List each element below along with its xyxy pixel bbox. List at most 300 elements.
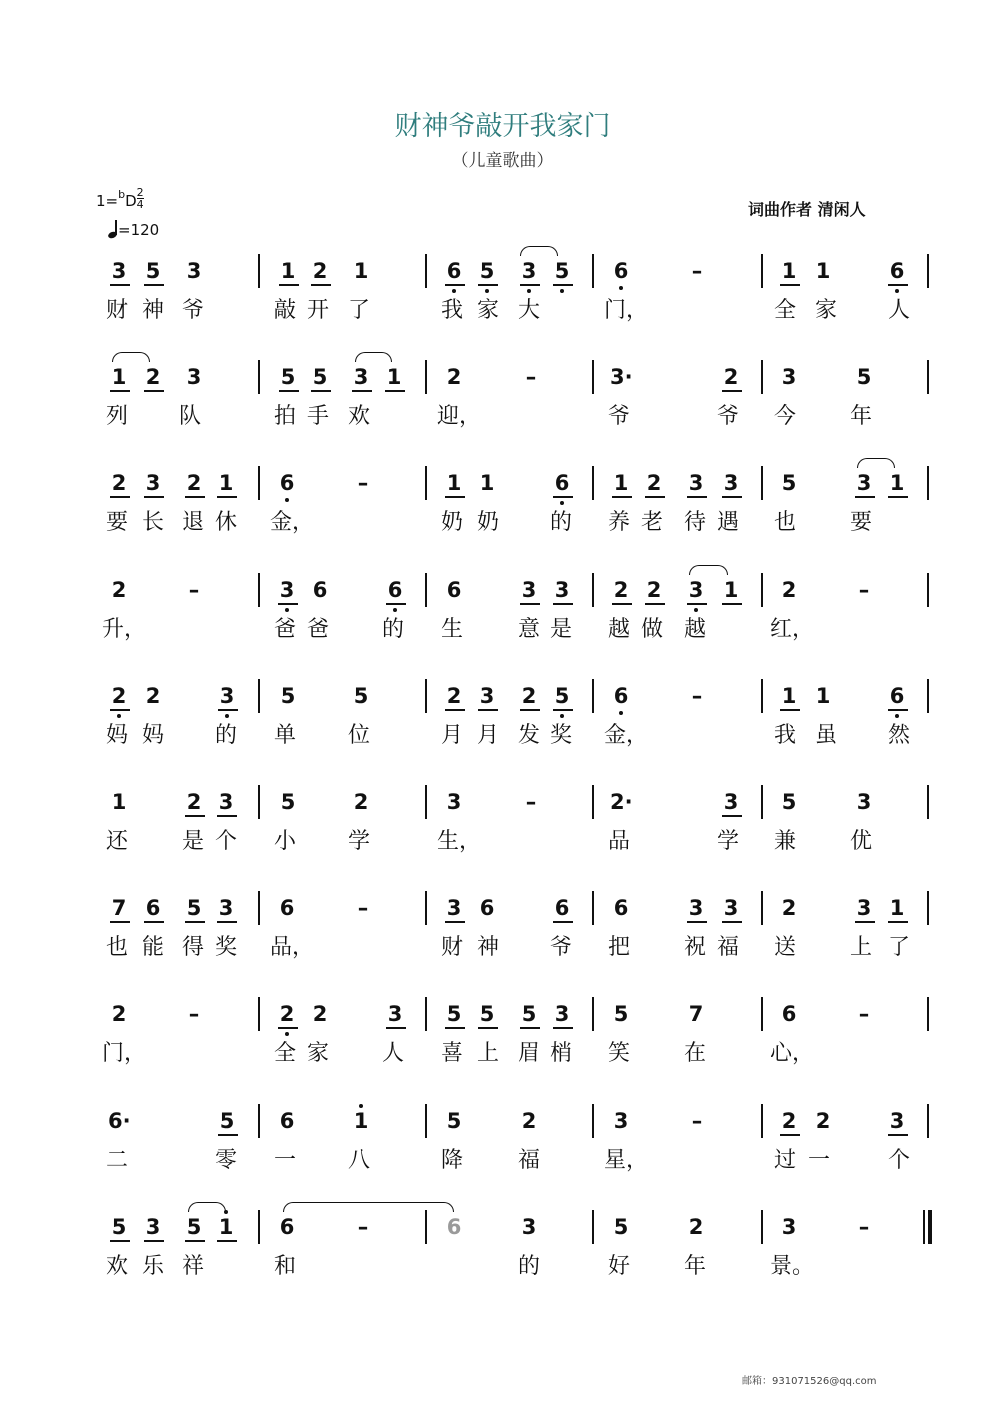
note: 2 bbox=[186, 790, 202, 814]
underline bbox=[144, 1240, 164, 1242]
lyric: 越 bbox=[683, 616, 706, 642]
lyric: 也 bbox=[105, 935, 128, 961]
note: – bbox=[858, 1002, 870, 1027]
note: 6 bbox=[279, 471, 295, 496]
lyric: 虽 bbox=[814, 722, 837, 748]
note: 5 bbox=[111, 1214, 127, 1239]
note: 3 bbox=[781, 365, 797, 390]
underline bbox=[185, 921, 205, 923]
underline bbox=[553, 603, 573, 605]
barline bbox=[425, 1104, 427, 1138]
underline bbox=[185, 815, 205, 817]
tie-slur bbox=[355, 352, 392, 362]
note: 1 bbox=[353, 259, 369, 283]
note: 2 bbox=[781, 577, 797, 602]
note: 3 bbox=[688, 896, 704, 921]
tempo-value: =120 bbox=[118, 221, 160, 239]
low-octave-dot bbox=[619, 711, 623, 715]
underline bbox=[553, 1027, 573, 1029]
barline bbox=[258, 254, 260, 288]
lyric: 兼 bbox=[773, 829, 796, 854]
low-octave-dot bbox=[452, 289, 456, 293]
underline bbox=[144, 284, 164, 286]
barline bbox=[761, 1104, 763, 1138]
lyric: 梢 bbox=[549, 1041, 572, 1067]
time-signature bbox=[137, 187, 144, 210]
underline bbox=[217, 496, 237, 498]
note: 3 bbox=[111, 259, 127, 283]
lyric: 的 bbox=[214, 722, 237, 748]
note: 3 bbox=[186, 259, 202, 283]
lyric: 金， bbox=[604, 722, 649, 748]
note: 6 bbox=[613, 683, 629, 708]
underline bbox=[687, 603, 707, 605]
note: 3 bbox=[688, 577, 704, 602]
note: 3 bbox=[446, 790, 462, 814]
lyric: 把 bbox=[607, 935, 630, 961]
lyric: 爸 bbox=[273, 616, 296, 642]
note: 3 bbox=[521, 577, 537, 602]
lyric: 生 bbox=[440, 616, 463, 642]
barline bbox=[592, 785, 594, 819]
note: – bbox=[525, 365, 537, 390]
note: 5 bbox=[554, 259, 570, 283]
underline bbox=[217, 1240, 237, 1242]
lyric: 单 bbox=[273, 722, 296, 748]
note: 3 bbox=[723, 790, 739, 814]
low-octave-dot bbox=[895, 714, 899, 718]
note: – bbox=[357, 471, 369, 496]
lyric: 意 bbox=[517, 616, 540, 642]
underline bbox=[110, 709, 130, 711]
tie-slur bbox=[283, 1202, 454, 1212]
underline bbox=[645, 496, 665, 498]
lyric: 奖 bbox=[549, 722, 572, 748]
low-octave-dot bbox=[285, 1032, 289, 1036]
low-octave-dot bbox=[619, 286, 623, 290]
note: 5 bbox=[446, 1108, 462, 1133]
underline bbox=[855, 496, 875, 498]
underline bbox=[110, 921, 130, 923]
lyric: 是 bbox=[549, 616, 572, 642]
lyric: 学 bbox=[716, 829, 739, 854]
barline bbox=[258, 1210, 260, 1244]
lyric: 敲 bbox=[273, 298, 296, 323]
underline bbox=[217, 815, 237, 817]
note: 2 bbox=[111, 683, 127, 708]
note: 2 bbox=[815, 1108, 831, 1133]
lyric: 眉 bbox=[517, 1041, 540, 1067]
underline bbox=[279, 390, 299, 392]
note: 2· bbox=[610, 790, 633, 814]
underline bbox=[888, 709, 908, 711]
footer-email: 邮箱：931071526@qq.com bbox=[742, 1376, 877, 1387]
tempo-marking bbox=[108, 220, 159, 239]
note: 3 bbox=[856, 790, 872, 814]
lyric: 景。 bbox=[770, 1253, 815, 1279]
note: 1 bbox=[781, 683, 797, 708]
barline bbox=[425, 360, 427, 394]
barline bbox=[258, 679, 260, 713]
lyric: 星， bbox=[604, 1147, 649, 1173]
underline bbox=[722, 390, 742, 392]
barline bbox=[761, 891, 763, 925]
note: – bbox=[525, 790, 537, 814]
quarter-note-icon bbox=[108, 220, 118, 238]
note: 6 bbox=[446, 259, 462, 283]
song-subtitle: （儿童歌曲） bbox=[451, 151, 554, 171]
lyric: 神 bbox=[141, 298, 164, 323]
note: 5 bbox=[280, 790, 296, 814]
note: 3 bbox=[889, 1108, 905, 1133]
barline bbox=[927, 891, 929, 925]
lyric: 神 bbox=[476, 935, 499, 961]
lyric: 祝 bbox=[683, 935, 706, 961]
note: 5 bbox=[554, 683, 570, 708]
note: 6 bbox=[279, 1214, 295, 1239]
lyric: 奖 bbox=[214, 935, 237, 961]
note: 3 bbox=[387, 1002, 403, 1027]
note: 3 bbox=[279, 577, 295, 602]
underline bbox=[855, 921, 875, 923]
tie-slur bbox=[857, 458, 895, 468]
underline bbox=[185, 1240, 205, 1242]
note: 3 bbox=[218, 896, 234, 921]
underline bbox=[279, 284, 299, 286]
low-octave-dot bbox=[895, 289, 899, 293]
note: 2 bbox=[781, 896, 797, 921]
lyric: 奶 bbox=[476, 510, 499, 536]
lyric: 品 bbox=[607, 829, 630, 854]
note: 5 bbox=[479, 1002, 495, 1027]
note: 5 bbox=[781, 790, 797, 814]
underline bbox=[218, 1134, 238, 1136]
lyric: 上 bbox=[476, 1041, 499, 1067]
underline bbox=[612, 603, 632, 605]
note: 6 bbox=[279, 1108, 295, 1133]
lyric: 品， bbox=[270, 935, 315, 961]
note: 2 bbox=[312, 1002, 328, 1027]
barline bbox=[592, 254, 594, 288]
note: 6 bbox=[479, 896, 495, 921]
note: 5 bbox=[186, 896, 202, 921]
note: 3 bbox=[521, 1214, 537, 1239]
lyric: 升， bbox=[102, 616, 147, 642]
underline bbox=[144, 390, 164, 392]
underline bbox=[386, 603, 406, 605]
note: 1 bbox=[353, 1108, 369, 1133]
lyric: 妈 bbox=[141, 722, 164, 748]
note: 3 bbox=[521, 259, 537, 283]
note: 2 bbox=[613, 577, 629, 602]
note: 1 bbox=[889, 471, 905, 496]
note: 1 bbox=[280, 259, 296, 283]
note: 5 bbox=[856, 365, 872, 390]
underline bbox=[687, 496, 707, 498]
underline bbox=[385, 390, 405, 392]
underline bbox=[520, 284, 540, 286]
note: 1 bbox=[111, 365, 127, 390]
lyric: 队 bbox=[178, 404, 201, 430]
note: 3 bbox=[186, 365, 202, 390]
note: 2 bbox=[446, 365, 462, 390]
lyric: 爷 bbox=[181, 298, 204, 323]
barline bbox=[761, 997, 763, 1031]
underline bbox=[110, 390, 130, 392]
note: 3 bbox=[554, 577, 570, 602]
key-signature bbox=[96, 186, 144, 213]
lyric: 爷 bbox=[716, 404, 739, 430]
underline bbox=[888, 1134, 908, 1136]
lyric: 休 bbox=[214, 510, 237, 536]
lyric: 心， bbox=[770, 1041, 815, 1067]
barline bbox=[927, 254, 929, 288]
note: 2 bbox=[781, 1108, 797, 1133]
note: 2 bbox=[186, 471, 202, 496]
barline bbox=[258, 1104, 260, 1138]
lyric: 全 bbox=[773, 298, 796, 323]
note: 5 bbox=[280, 365, 296, 390]
lyric: 家 bbox=[476, 298, 499, 323]
note: 6 bbox=[279, 896, 295, 921]
lyric: 家 bbox=[814, 298, 837, 323]
barline bbox=[425, 254, 427, 288]
lyric: 我 bbox=[773, 722, 796, 748]
note: 5 bbox=[353, 683, 369, 708]
underline bbox=[445, 284, 465, 286]
underline bbox=[520, 709, 540, 711]
lyric: 过 bbox=[773, 1147, 796, 1173]
note: 1 bbox=[889, 896, 905, 921]
barline bbox=[425, 1210, 427, 1244]
underline bbox=[888, 284, 908, 286]
note: 3 bbox=[353, 365, 369, 390]
final-barline-thick bbox=[928, 1210, 932, 1244]
note: 3· bbox=[610, 365, 633, 390]
lyric: 要 bbox=[849, 510, 872, 536]
note: 3 bbox=[856, 471, 872, 496]
lyric: 然 bbox=[887, 722, 910, 748]
underline bbox=[722, 603, 742, 605]
note: 6 bbox=[554, 896, 570, 921]
barline bbox=[761, 785, 763, 819]
underline bbox=[888, 496, 908, 498]
note: 5 bbox=[613, 1002, 629, 1027]
lyric: 也 bbox=[773, 510, 796, 536]
lyric: 上 bbox=[849, 935, 872, 961]
lyric: 能 bbox=[141, 935, 164, 961]
note: 6 bbox=[889, 683, 905, 708]
note: 6 bbox=[889, 259, 905, 283]
barline bbox=[927, 785, 929, 819]
barline bbox=[761, 254, 763, 288]
underline bbox=[478, 1027, 498, 1029]
lyric: 拍 bbox=[273, 404, 296, 430]
lyric: 送 bbox=[773, 935, 796, 961]
lyric: 奶 bbox=[440, 510, 463, 536]
underline bbox=[780, 709, 800, 711]
lyric: 一 bbox=[273, 1147, 296, 1173]
note: 3 bbox=[145, 471, 161, 496]
lyric: 妈 bbox=[105, 722, 128, 748]
underline bbox=[553, 709, 573, 711]
lyric: 人 bbox=[381, 1041, 404, 1067]
note: 1 bbox=[815, 683, 831, 708]
underline bbox=[520, 603, 540, 605]
note: 3 bbox=[723, 471, 739, 496]
lyric: 遇 bbox=[716, 510, 739, 536]
lyric: 退 bbox=[181, 510, 204, 536]
note: 2 bbox=[111, 1002, 127, 1027]
note: – bbox=[691, 1108, 703, 1133]
underline bbox=[144, 921, 164, 923]
note: 7 bbox=[688, 1002, 704, 1027]
lyric: 待 bbox=[683, 510, 706, 536]
note: 6 bbox=[613, 259, 629, 283]
note: 1 bbox=[723, 577, 739, 602]
underline bbox=[185, 496, 205, 498]
underline bbox=[553, 496, 573, 498]
underline bbox=[386, 1027, 406, 1029]
lyric: 位 bbox=[347, 722, 370, 748]
underline bbox=[722, 815, 742, 817]
low-octave-dot bbox=[560, 501, 564, 505]
high-octave-dot bbox=[359, 1104, 363, 1108]
note: 5 bbox=[613, 1214, 629, 1239]
time-top: 2 bbox=[136, 186, 144, 199]
barline bbox=[761, 679, 763, 713]
barline bbox=[258, 891, 260, 925]
lyric: 八 bbox=[347, 1147, 370, 1173]
lyric: 金， bbox=[270, 510, 315, 536]
barline bbox=[592, 360, 594, 394]
barline bbox=[425, 679, 427, 713]
note: 5 bbox=[219, 1108, 235, 1133]
low-octave-dot bbox=[393, 608, 397, 612]
note: 2 bbox=[646, 471, 662, 496]
barline bbox=[927, 679, 929, 713]
lyric: 迎， bbox=[437, 404, 482, 430]
low-octave-dot bbox=[285, 498, 289, 502]
underline bbox=[445, 1027, 465, 1029]
note: 2 bbox=[521, 1108, 537, 1133]
note: 5 bbox=[145, 259, 161, 283]
lyric: 福 bbox=[716, 935, 739, 961]
key-note: D bbox=[125, 192, 137, 210]
barline bbox=[425, 573, 427, 607]
note: 6 bbox=[145, 896, 161, 921]
note: 1 bbox=[446, 471, 462, 496]
lyric: 家 bbox=[306, 1041, 329, 1067]
note: 5 bbox=[446, 1002, 462, 1027]
lyric: 开 bbox=[306, 298, 329, 323]
barline bbox=[927, 573, 929, 607]
note: 3 bbox=[145, 1214, 161, 1239]
note: 1 bbox=[111, 790, 127, 814]
low-octave-dot bbox=[527, 289, 531, 293]
tie-slur bbox=[520, 246, 558, 256]
lyric: 做 bbox=[640, 616, 663, 642]
note: 3 bbox=[688, 471, 704, 496]
barline bbox=[592, 679, 594, 713]
note: 1 bbox=[815, 259, 831, 283]
barline bbox=[927, 997, 929, 1031]
lyric: 优 bbox=[849, 829, 872, 854]
barline bbox=[927, 360, 929, 394]
note: 1 bbox=[479, 471, 495, 496]
lyric: 学 bbox=[347, 829, 370, 854]
lyric: 和 bbox=[273, 1253, 296, 1279]
lyric: 小 bbox=[273, 829, 296, 854]
note: – bbox=[858, 1214, 870, 1239]
note: 3 bbox=[781, 1214, 797, 1239]
note: 3 bbox=[218, 790, 234, 814]
note: 6 bbox=[446, 1214, 462, 1239]
barline bbox=[592, 1210, 594, 1244]
barline bbox=[927, 1104, 929, 1138]
barline bbox=[592, 997, 594, 1031]
lyric: 长 bbox=[141, 510, 164, 536]
note: 6 bbox=[446, 577, 462, 602]
lyric: 今 bbox=[773, 404, 796, 430]
low-octave-dot bbox=[225, 714, 229, 718]
lyric: 门， bbox=[102, 1041, 147, 1067]
lyric: 喜 bbox=[440, 1041, 463, 1067]
lyric: 个 bbox=[214, 829, 237, 854]
lyric: 的 bbox=[381, 616, 404, 642]
barline bbox=[425, 891, 427, 925]
note: 7 bbox=[111, 896, 127, 921]
lyric: 财 bbox=[105, 298, 128, 323]
barline bbox=[425, 466, 427, 500]
note: 5 bbox=[521, 1002, 537, 1027]
note: 2 bbox=[111, 471, 127, 496]
lyric: 门， bbox=[604, 298, 649, 323]
lyric: 还 bbox=[105, 829, 128, 854]
note: 2 bbox=[279, 1002, 295, 1027]
barline bbox=[425, 785, 427, 819]
tie-slur bbox=[188, 1202, 226, 1212]
note: 6 bbox=[387, 577, 403, 602]
barline bbox=[592, 466, 594, 500]
barline bbox=[927, 466, 929, 500]
note: 3 bbox=[554, 1002, 570, 1027]
underline bbox=[553, 284, 573, 286]
lyric: 零 bbox=[214, 1147, 237, 1173]
tie-slur bbox=[689, 565, 728, 575]
barline bbox=[258, 997, 260, 1031]
note: 6 bbox=[613, 896, 629, 921]
barline bbox=[761, 360, 763, 394]
lyric: 的 bbox=[517, 1253, 540, 1279]
underline bbox=[553, 921, 573, 923]
composer-credit: 词曲作者 清闲人 bbox=[748, 200, 866, 219]
lyric: 红， bbox=[770, 616, 815, 642]
low-octave-dot bbox=[560, 714, 564, 718]
underline bbox=[218, 709, 238, 711]
underline bbox=[478, 709, 498, 711]
lyric: 得 bbox=[181, 935, 204, 961]
low-octave-dot bbox=[285, 608, 289, 612]
lyric: 人 bbox=[887, 298, 910, 323]
note: 5 bbox=[280, 683, 296, 708]
time-bottom: 4 bbox=[136, 198, 144, 211]
lyric: 了 bbox=[887, 935, 910, 961]
note: 2 bbox=[353, 790, 369, 814]
underline bbox=[722, 921, 742, 923]
lyric: 财 bbox=[440, 935, 463, 961]
lyric: 老 bbox=[640, 510, 663, 536]
